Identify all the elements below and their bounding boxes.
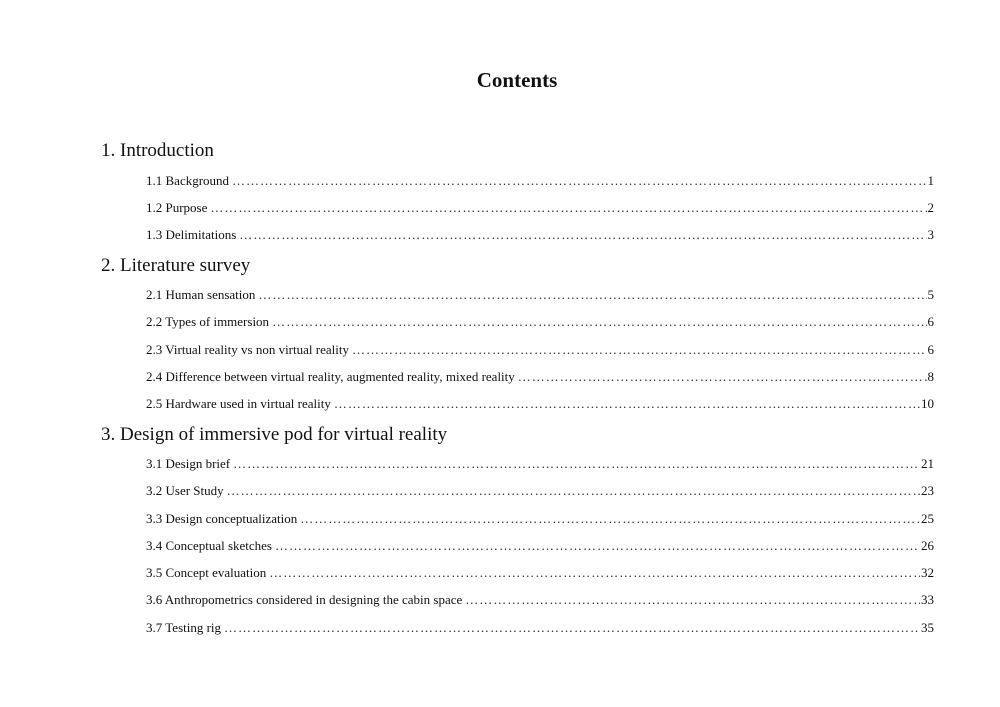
toc-entry-label: 1.2 Purpose <box>146 200 208 215</box>
toc-entry-page: 1 <box>927 173 934 188</box>
toc-entry-page: 8 <box>927 369 934 384</box>
toc-entry[interactable] <box>146 395 934 413</box>
toc-entry-page: 6 <box>927 342 934 357</box>
toc-entry[interactable] <box>146 564 934 582</box>
dot-leader <box>239 226 926 244</box>
dot-leader <box>272 313 926 331</box>
toc-entry-page: 26 <box>921 538 934 553</box>
toc-entry-label: 2.3 Virtual reality vs non virtual reality <box>146 342 349 357</box>
toc-entry-label: 2.1 Human sensation <box>146 287 256 302</box>
toc-entry-label: 3.2 User Study <box>146 483 224 498</box>
dot-leader <box>233 455 920 473</box>
toc-entry[interactable] <box>146 286 934 304</box>
dot-leader <box>232 172 926 190</box>
dot-leader <box>227 482 920 500</box>
dot-leader <box>258 286 926 304</box>
dot-leader <box>518 368 927 386</box>
toc-entry-page: 10 <box>921 396 934 411</box>
toc-entry-page: 21 <box>921 456 934 471</box>
toc-entry-label: 2.5 Hardware used in virtual reality <box>146 396 331 411</box>
toc-entry[interactable] <box>146 510 934 528</box>
toc-entry[interactable] <box>146 172 934 190</box>
dot-leader <box>224 619 920 637</box>
toc-entry[interactable] <box>146 199 934 217</box>
toc-entry[interactable] <box>146 341 934 359</box>
toc-entry[interactable] <box>146 591 934 609</box>
toc-entry-label: 3.4 Conceptual sketches <box>146 538 272 553</box>
toc-entry-page: 23 <box>921 483 934 498</box>
chapter-heading-3: 3. Design of immersive pod for virtual reality <box>101 424 448 445</box>
toc-entry[interactable] <box>146 368 934 386</box>
toc-entry-page: 35 <box>921 620 934 635</box>
toc-entry[interactable] <box>146 482 934 500</box>
toc-entry-page: 32 <box>921 565 934 580</box>
toc-entry-page: 2 <box>927 200 934 215</box>
toc-entry-label: 1.1 Background <box>146 173 230 188</box>
toc-entry-label: 2.4 Difference between virtual reality, augmented reality, mixed reality <box>146 369 515 384</box>
toc-entry-page: 5 <box>927 287 934 302</box>
toc-entry-label: 3.1 Design brief <box>146 456 231 471</box>
toc-entry[interactable] <box>146 537 934 555</box>
toc-entry-page: 25 <box>921 511 934 526</box>
toc-entry[interactable] <box>146 313 934 331</box>
toc-entry-label: 3.3 Design conceptualization <box>146 511 298 526</box>
toc-entry[interactable] <box>146 619 934 637</box>
chapter-heading-2: 2. Literature survey <box>101 255 251 276</box>
dot-leader <box>275 537 920 555</box>
toc-entry[interactable] <box>146 455 934 473</box>
dot-leader <box>210 199 926 217</box>
toc-entry-label: 1.3 Delimitations <box>146 227 237 242</box>
dot-leader <box>465 591 920 609</box>
toc-entry-page: 33 <box>921 592 934 607</box>
toc-entry-label: 2.2 Types of immersion <box>146 314 270 329</box>
toc-entry-label: 3.6 Anthropometrics considered in designing the cabin space <box>146 592 463 607</box>
dot-leader <box>334 395 920 413</box>
toc-entry-label: 3.5 Concept evaluation <box>146 565 267 580</box>
dot-leader <box>352 341 927 359</box>
toc-entry-label: 3.7 Testing rig <box>146 620 222 635</box>
page-title: Contents <box>476 68 558 92</box>
toc-entry[interactable] <box>146 226 934 244</box>
toc-entry-page: 6 <box>927 314 934 329</box>
chapter-heading-1: 1. Introduction <box>101 140 214 161</box>
dot-leader <box>269 564 920 582</box>
toc-entry-page: 3 <box>927 227 934 242</box>
dot-leader <box>300 510 920 528</box>
